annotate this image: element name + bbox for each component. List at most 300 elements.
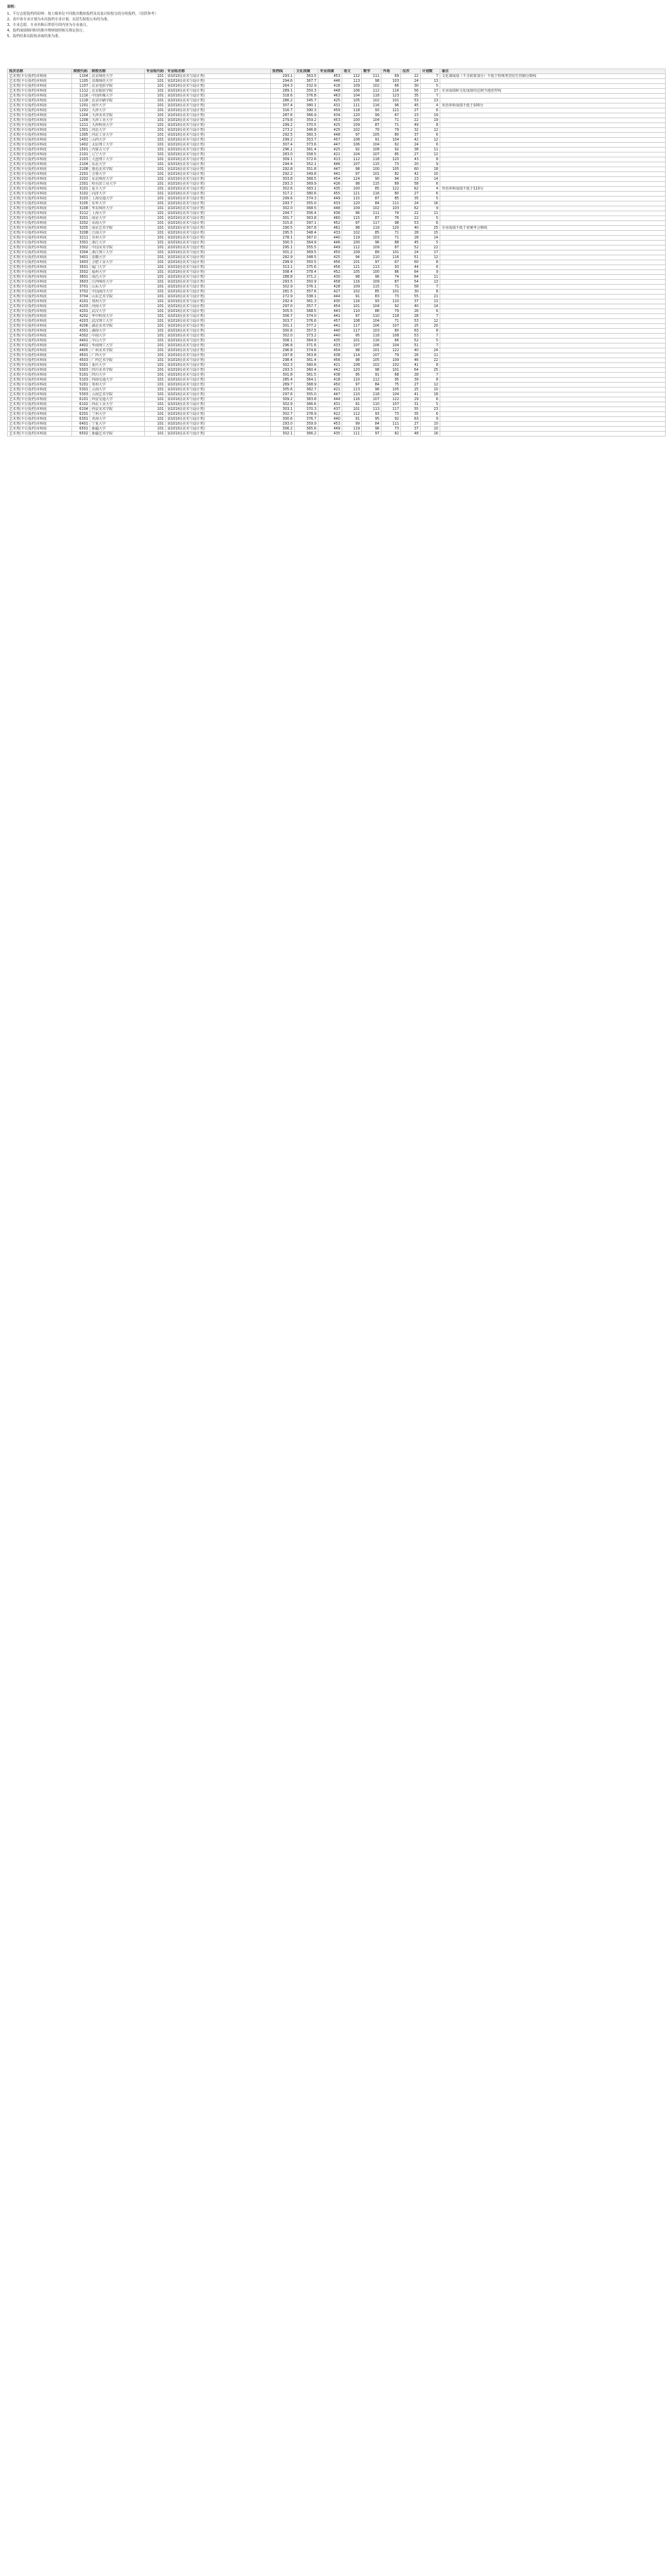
table-cell: 3101 [72, 187, 90, 192]
table-row [8, 123, 666, 128]
table-cell [440, 353, 666, 358]
table-cell: 456 [318, 260, 342, 265]
table-cell: 120 [382, 226, 401, 231]
table-cell: 365.6 [295, 427, 318, 432]
table-row [8, 304, 666, 309]
table-cell: 4 [421, 104, 440, 108]
table-cell: 7 [421, 94, 440, 99]
table-cell: 第101组(美术与设计类) [166, 113, 271, 118]
table-cell: 22 [421, 246, 440, 250]
notes-heading: 说明： [7, 5, 18, 9]
table-cell: 441 [318, 324, 342, 329]
table-row [8, 231, 666, 236]
table-cell: 7 [421, 344, 440, 348]
table-cell: 120 [342, 201, 362, 206]
table-cell: 艺术类(平行投档)本科批 [8, 226, 72, 231]
table-cell: 431 [318, 104, 342, 108]
table-cell [440, 329, 666, 334]
table-cell: 115 [362, 162, 382, 167]
table-cell: 艺术类(平行投档)本科批 [8, 216, 72, 221]
table-cell: 43 [401, 157, 421, 162]
table-cell: 艺术类(平行投档)本科批 [8, 246, 72, 250]
table-cell: 101 [145, 295, 166, 299]
table-cell: 102 [342, 128, 362, 133]
table-cell: 383.1 [295, 187, 318, 192]
table-cell: 350.9 [295, 280, 318, 285]
table-cell: 艺术类(平行投档)本科批 [8, 265, 72, 270]
table-cell: 103 [382, 206, 401, 211]
table-cell: 郑州大学 [90, 299, 145, 304]
table-cell: 北京印刷学院 [90, 99, 145, 104]
table-cell: 101 [145, 299, 166, 304]
table-cell: 292.8 [271, 167, 295, 172]
table-cell: 101 [145, 113, 166, 118]
table-cell: 95 [342, 334, 362, 339]
table-cell: 309.2 [271, 397, 295, 402]
table-cell: 艺术类(平行投档)本科批 [8, 348, 72, 353]
table-cell: 85 [382, 153, 401, 157]
table-cell: 100 [362, 167, 382, 172]
table-row [8, 348, 666, 353]
table-cell: 294.4 [271, 162, 295, 167]
table-cell: 艺术类(平行投档)本科批 [8, 319, 72, 324]
table-cell: 105 [382, 167, 401, 172]
admission-table [7, 69, 666, 437]
table-cell: 430 [318, 275, 342, 280]
table-cell: 116 [382, 255, 401, 260]
table-cell: 96 [342, 211, 362, 216]
table-cell: 12 [421, 153, 440, 157]
table-cell: 44 [401, 265, 421, 270]
table-cell: 71 [382, 319, 401, 324]
column-header: 批次名称 [8, 69, 72, 74]
table-cell: 351.8 [295, 167, 318, 172]
table-cell [440, 241, 666, 246]
table-cell: 296.8 [271, 344, 295, 348]
table-row [8, 108, 666, 113]
table-cell: 7 [421, 334, 440, 339]
table-cell: 433 [318, 201, 342, 206]
table-row [8, 427, 666, 432]
table-cell: 2201 [72, 172, 90, 177]
table-cell: 454 [318, 177, 342, 182]
table-cell: 79 [382, 128, 401, 133]
table-cell: 第101组(美术与设计类) [166, 172, 271, 177]
table-cell: 8 [421, 363, 440, 368]
table-cell: 446 [318, 241, 342, 246]
table-cell: 84 [362, 383, 382, 388]
table-cell: 95 [382, 378, 401, 383]
table-cell: 上海大学 [90, 211, 145, 216]
table-cell: 艺术类(平行投档)本科批 [8, 148, 72, 153]
table-row [8, 295, 666, 299]
table-cell: 3301 [72, 241, 90, 246]
table-cell: 100 [342, 118, 362, 123]
table-cell: 艺术类(平行投档)本科批 [8, 270, 72, 275]
table-cell: 太原理工大学 [90, 143, 145, 148]
table-cell [440, 128, 666, 133]
table-cell: 109 [362, 280, 382, 285]
table-cell: 357.6 [295, 290, 318, 295]
table-cell: 第101组(美术与设计类) [166, 118, 271, 123]
table-cell: 453 [318, 118, 342, 123]
table-cell: 101 [145, 304, 166, 309]
table-row [8, 104, 666, 108]
table-cell: 457 [318, 319, 342, 324]
table-cell: 109 [342, 123, 362, 128]
table-cell: 377.2 [295, 324, 318, 329]
table-cell: 中国海洋大学 [90, 290, 145, 295]
table-cell: 116 [342, 397, 362, 402]
table-cell: 109 [362, 246, 382, 250]
table-cell: 9 [421, 270, 440, 275]
table-cell: 4 [421, 187, 440, 192]
table-cell: 97 [362, 432, 382, 437]
table-cell: 艺术类(平行投档)本科批 [8, 99, 72, 104]
table-cell: 425 [318, 99, 342, 104]
table-cell: 艺术类(平行投档)本科批 [8, 162, 72, 167]
table-cell: 101 [145, 74, 166, 79]
table-cell: 辽宁大学 [90, 153, 145, 157]
table-cell: 107 [382, 402, 401, 407]
table-cell: 281.5 [271, 290, 295, 295]
table-cell: 6 [421, 265, 440, 270]
table-cell: 101 [145, 348, 166, 353]
table-cell: 广西艺术学院 [90, 358, 145, 363]
table-cell: 北京服装学院 [90, 89, 145, 94]
table-cell: 317.2 [271, 192, 295, 197]
table-cell: 112 [362, 89, 382, 94]
table-cell: 103 [362, 236, 382, 241]
table-cell: 1118 [72, 99, 90, 104]
table-cell: 第101组(美术与设计类) [166, 344, 271, 348]
table-cell: 102 [362, 363, 382, 368]
table-cell: 104 [362, 118, 382, 123]
table-cell: 442 [318, 368, 342, 373]
table-cell: 1211 [72, 123, 90, 128]
table-cell: 艺术类(平行投档)本科批 [8, 182, 72, 187]
table-row [8, 187, 666, 192]
table-cell: 287.6 [271, 113, 295, 118]
table-cell: 第101组(美术与设计类) [166, 358, 271, 363]
table-cell: 348.5 [295, 255, 318, 260]
table-cell: 宁夏大学 [90, 422, 145, 427]
column-header: 计划数 [421, 69, 440, 74]
table-cell: 107 [362, 153, 382, 157]
table-row [8, 250, 666, 255]
table-cell: 4301 [72, 329, 90, 334]
table-cell: 浙江理工大学 [90, 250, 145, 255]
column-header: 数学 [362, 69, 382, 74]
table-cell: 3103 [72, 197, 90, 201]
table-cell: 87 [382, 280, 401, 285]
table-cell: 301.2 [271, 250, 295, 255]
table-row [8, 432, 666, 437]
table-cell: 366.9 [295, 113, 318, 118]
table-cell: 5001 [72, 363, 90, 368]
table-cell: 6104 [72, 407, 90, 412]
table-cell: 113 [342, 388, 362, 392]
table-cell: 101 [342, 260, 362, 265]
table-cell: 115 [362, 285, 382, 290]
table-cell: 艺术类(平行投档)本科批 [8, 295, 72, 299]
table-cell: 96 [362, 427, 382, 432]
table-cell: 98 [342, 226, 362, 231]
table-cell: 5103 [72, 378, 90, 383]
table-cell: 5201 [72, 383, 90, 388]
table-cell: 457 [318, 138, 342, 143]
table-cell: 60 [401, 260, 421, 265]
column-header: 位次 [401, 69, 421, 74]
table-cell: 109 [342, 285, 362, 290]
table-cell: 94 [382, 177, 401, 182]
table-cell: 第101组(美术与设计类) [166, 290, 271, 295]
table-row [8, 157, 666, 162]
table-cell: 20 [401, 162, 421, 167]
table-cell: 9 [421, 162, 440, 167]
table-cell: 第101组(美术与设计类) [166, 236, 271, 241]
table-cell: 302.6 [271, 187, 295, 192]
table-cell: 101 [382, 368, 401, 373]
admission-table-container [7, 69, 665, 437]
table-cell: 88 [362, 309, 382, 314]
table-cell: 93 [362, 108, 382, 113]
table-cell: 69 [382, 74, 401, 79]
table-cell: 110 [362, 402, 382, 407]
table-cell: 374.6 [295, 348, 318, 353]
table-row [8, 211, 666, 216]
table-cell: 110 [362, 314, 382, 319]
table-cell: 4203 [72, 319, 90, 324]
table-cell: 374.0 [295, 314, 318, 319]
table-row [8, 417, 666, 422]
table-cell: 101 [145, 402, 166, 407]
table-cell: 425 [318, 148, 342, 153]
table-cell: 101 [145, 197, 166, 201]
table-cell: 第101组(美术与设计类) [166, 74, 271, 79]
table-cell: 82 [382, 172, 401, 177]
table-cell: 433 [318, 344, 342, 348]
table-cell: 302.1 [271, 432, 295, 437]
table-cell: 艺术类(平行投档)本科批 [8, 231, 72, 236]
table-cell: 300.6 [271, 417, 295, 422]
table-cell: 97 [342, 133, 362, 138]
table-cell: 第101组(美术与设计类) [166, 378, 271, 383]
table-cell: 338.1 [295, 295, 318, 299]
table-cell: 62 [401, 206, 421, 211]
table-cell: 101 [362, 172, 382, 177]
table-cell: 17 [421, 250, 440, 255]
table-cell: 第101组(美术与设计类) [166, 368, 271, 373]
table-cell: 100 [342, 187, 362, 192]
table-cell: 348.4 [295, 231, 318, 236]
table-cell: 南京艺术学院 [90, 226, 145, 231]
table-cell: 98 [382, 221, 401, 226]
table-cell: 376.7 [295, 417, 318, 422]
table-cell [440, 397, 666, 402]
table-cell: 第101组(美术与设计类) [166, 392, 271, 397]
table-cell: 83 [362, 295, 382, 299]
table-cell [440, 157, 666, 162]
table-cell: 95 [362, 417, 382, 422]
table-cell: 118 [362, 392, 382, 397]
table-cell: 12 [421, 128, 440, 133]
table-cell: 85 [382, 197, 401, 201]
table-cell: 73 [382, 412, 401, 417]
table-cell: 101 [145, 255, 166, 260]
table-cell: 54 [401, 280, 421, 285]
table-cell: 16 [421, 432, 440, 437]
notes-section [7, 4, 665, 39]
table-cell: 101 [145, 172, 166, 177]
table-cell: 鲁迅美术学院 [90, 167, 145, 172]
table-cell: 49 [401, 123, 421, 128]
table-cell: 103 [362, 329, 382, 334]
table-cell: 101 [145, 148, 166, 153]
table-cell: 101 [145, 378, 166, 383]
table-cell: 97 [362, 260, 382, 265]
table-cell [440, 378, 666, 383]
table-cell: 94 [342, 255, 362, 260]
table-cell: 64 [401, 270, 421, 275]
table-cell: 84 [362, 201, 382, 206]
table-cell: 364.1 [295, 378, 318, 383]
table-cell: 120 [342, 368, 362, 373]
table-row [8, 99, 666, 104]
table-cell: 101 [145, 290, 166, 295]
table-cell [440, 402, 666, 407]
table-cell [440, 148, 666, 153]
table-row [8, 192, 666, 197]
table-cell [440, 344, 666, 348]
table-cell: 福州大学 [90, 270, 145, 275]
table-cell: 101 [145, 99, 166, 104]
table-cell: 53 [401, 221, 421, 226]
table-cell: 361.5 [295, 373, 318, 378]
table-cell: 第101组(美术与设计类) [166, 226, 271, 231]
table-cell: 79 [382, 309, 401, 314]
table-row [8, 265, 666, 270]
table-cell: 艺术类(平行投档)本科批 [8, 94, 72, 99]
table-cell: 42 [401, 138, 421, 143]
table-cell: 108 [342, 319, 362, 324]
table-cell: 446 [318, 79, 342, 84]
table-cell: 41 [401, 392, 421, 397]
table-cell: 289.7 [271, 383, 295, 388]
table-cell [440, 221, 666, 226]
table-cell: 367.8 [295, 226, 318, 231]
table-cell: 360.4 [295, 368, 318, 373]
table-cell: 104 [362, 143, 382, 148]
table-cell: 第101组(美术与设计类) [166, 324, 271, 329]
table-cell: 13 [421, 299, 440, 304]
table-cell: 101 [145, 221, 166, 226]
table-row [8, 167, 666, 172]
table-row [8, 363, 666, 368]
table-cell: 艺术类(平行投档)本科批 [8, 201, 72, 206]
table-cell [440, 153, 666, 157]
table-cell: 6 [421, 192, 440, 197]
table-cell: 107 [342, 344, 362, 348]
table-cell: 79 [362, 128, 382, 133]
table-cell: 62 [401, 187, 421, 192]
table-cell: 285.4 [271, 378, 295, 383]
table-cell: 373.2 [295, 334, 318, 339]
table-cell: 101 [145, 104, 166, 108]
table-row [8, 172, 666, 177]
table-cell: 459 [318, 108, 342, 113]
table-cell: 华东师范大学 [90, 206, 145, 211]
table-cell [440, 392, 666, 397]
table-cell: 101 [145, 89, 166, 94]
table-cell [440, 275, 666, 280]
table-cell: 397.1 [295, 221, 318, 226]
table-cell: 80 [382, 133, 401, 138]
table-cell: 105 [342, 99, 362, 104]
table-cell [440, 280, 666, 285]
table-cell: 3701 [72, 285, 90, 290]
table-cell: 第101组(美术与设计类) [166, 138, 271, 143]
table-cell: 华南理工大学 [90, 344, 145, 348]
table-cell: 113 [362, 265, 382, 270]
table-row [8, 422, 666, 427]
table-cell: 101 [145, 397, 166, 402]
table-cell: 4201 [72, 309, 90, 314]
table-cell [440, 383, 666, 388]
table-cell: 443 [318, 309, 342, 314]
table-cell: 5301 [72, 388, 90, 392]
table-cell: 104 [382, 138, 401, 143]
table-row [8, 397, 666, 402]
table-cell: 378.4 [295, 270, 318, 275]
table-cell: 114 [342, 353, 362, 358]
table-cell: 中国美术学院 [90, 246, 145, 250]
table-cell: 艺术类(平行投档)本科批 [8, 157, 72, 162]
table-cell: 21 [421, 295, 440, 299]
table-cell: 297.8 [271, 353, 295, 358]
table-cell: 武汉理工大学 [90, 319, 145, 324]
table-cell: 101 [145, 143, 166, 148]
table-cell: 112 [362, 378, 382, 383]
table-cell: 东华大学 [90, 201, 145, 206]
table-cell: 3102 [72, 192, 90, 197]
table-cell: 第101组(美术与设计类) [166, 334, 271, 339]
table-cell: 382.7 [295, 388, 318, 392]
table-cell: 108 [342, 363, 362, 368]
table-cell: 艺术类(平行投档)本科批 [8, 89, 72, 94]
table-cell: 361.4 [295, 358, 318, 363]
table-cell: 艺术类(平行投档)本科批 [8, 339, 72, 344]
table-cell: 74 [382, 211, 401, 216]
table-cell: 110 [342, 378, 362, 383]
table-cell: 318.6 [271, 94, 295, 99]
table-cell: 第101组(美术与设计类) [166, 304, 271, 309]
table-cell: 106 [342, 89, 362, 94]
table-cell [440, 211, 666, 216]
table-cell: 116 [362, 339, 382, 344]
table-cell: 4501 [72, 353, 90, 358]
table-cell: 东北师范大学 [90, 177, 145, 182]
table-cell: 第101组(美术与设计类) [166, 388, 271, 392]
table-cell [440, 162, 666, 167]
table-cell: 116 [362, 192, 382, 197]
table-cell [440, 290, 666, 295]
table-cell: 8 [421, 260, 440, 265]
table-cell: 101 [145, 226, 166, 231]
table-cell: 27 [401, 192, 421, 197]
table-row [8, 314, 666, 319]
table-cell: 296.8 [271, 348, 295, 353]
